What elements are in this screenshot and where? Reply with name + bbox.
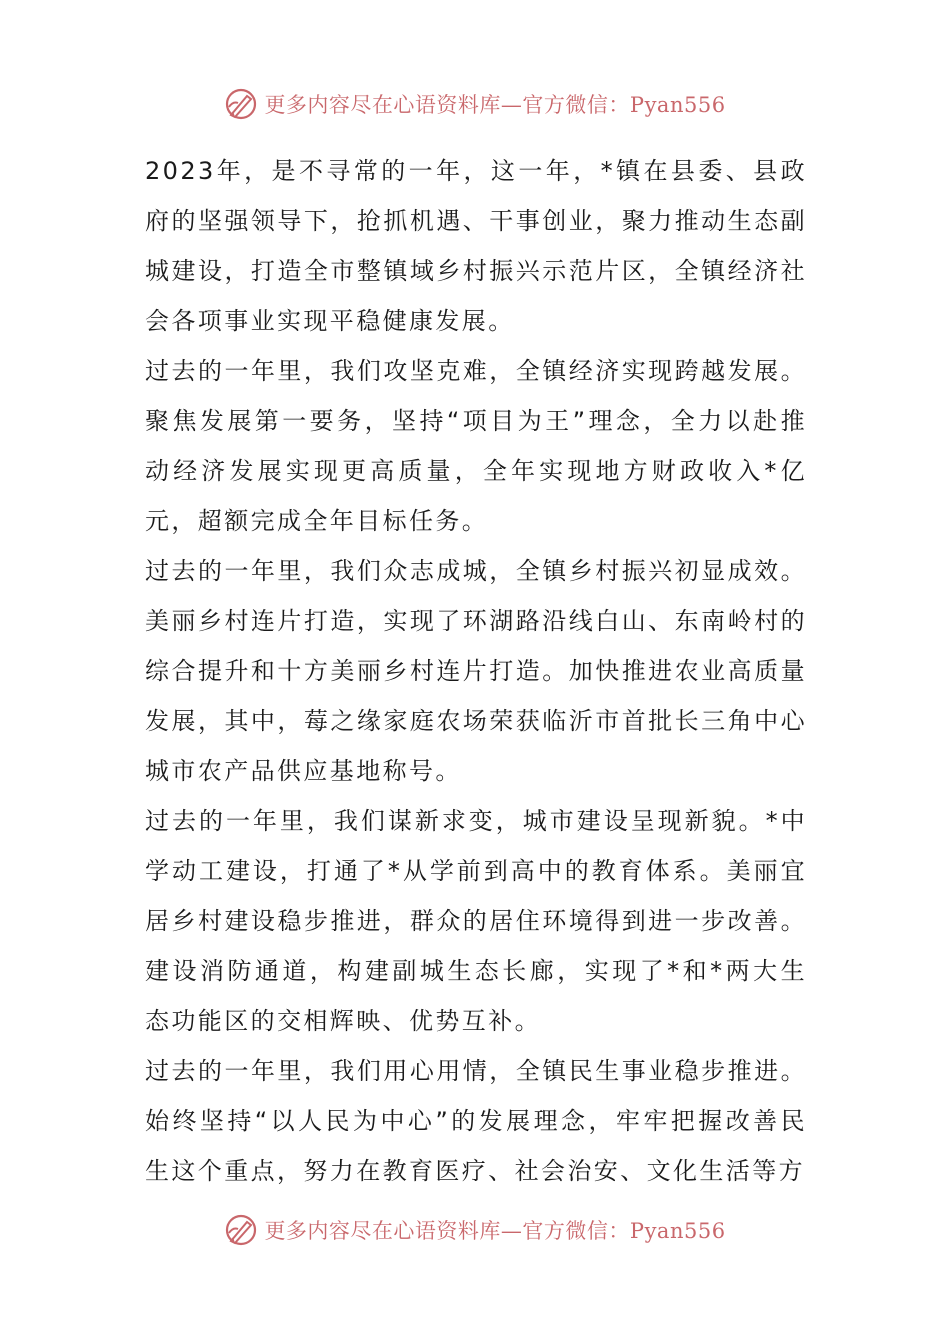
pen-logo-icon bbox=[224, 87, 258, 121]
paragraph: 过去的一年里，我们谋新求变，城市建设呈现新貌。*中学动工建设，打通了*从学前到高中的教育体系。美丽宜居乡村建设稳步推进，群众的居住环境得到进一步改善。建设消防通道，构建副城生态长廊，实现了*和*两大生态功能区的交相辉映、优势互补。 bbox=[145, 807, 807, 1035]
paragraph: 过去的一年里，我们用心用情，全镇民生事业稳步推进。始终坚持“以人民为中心”的发展理念，牢牢把握改善民生这个重点，努力在教育医疗、社会治安、文化生活等方 bbox=[145, 1057, 807, 1185]
footer-banner-text: 更多内容尽在心语资料库—官方微信：Pyan556 bbox=[264, 1219, 726, 1243]
paragraph: 过去的一年里，我们众志成城，全镇乡村振兴初显成效。美丽乡村连片打造，实现了环湖路沿线白山、东南岭村的综合提升和十方美丽乡村连片打造。加快推进农业高质量发展，其中，莓之缘家庭农场荣获临沂市首批长三角中心城市农产品供应基地称号。 bbox=[145, 557, 807, 785]
footer-banner bbox=[0, 1210, 950, 1250]
document-body bbox=[145, 146, 807, 1196]
header-banner bbox=[0, 84, 950, 124]
paragraph: 过去的一年里，我们攻坚克难，全镇经济实现跨越发展。聚焦发展第一要务，坚持“项目为王”理念，全力以赴推动经济发展实现更高质量，全年实现地方财政收入*亿元，超额完成全年目标任务。 bbox=[145, 357, 807, 535]
pen-logo-icon bbox=[224, 1213, 258, 1247]
header-banner-text: 更多内容尽在心语资料库—官方微信：Pyan556 bbox=[264, 93, 726, 117]
paragraph: 2023年，是不寻常的一年，这一年，*镇在县委、县政府的坚强领导下，抢抓机遇、干事创业，聚力推动生态副城建设，打造全市整镇域乡村振兴示范片区，全镇经济社会各项事业实现平稳健康发展。 bbox=[145, 157, 807, 335]
